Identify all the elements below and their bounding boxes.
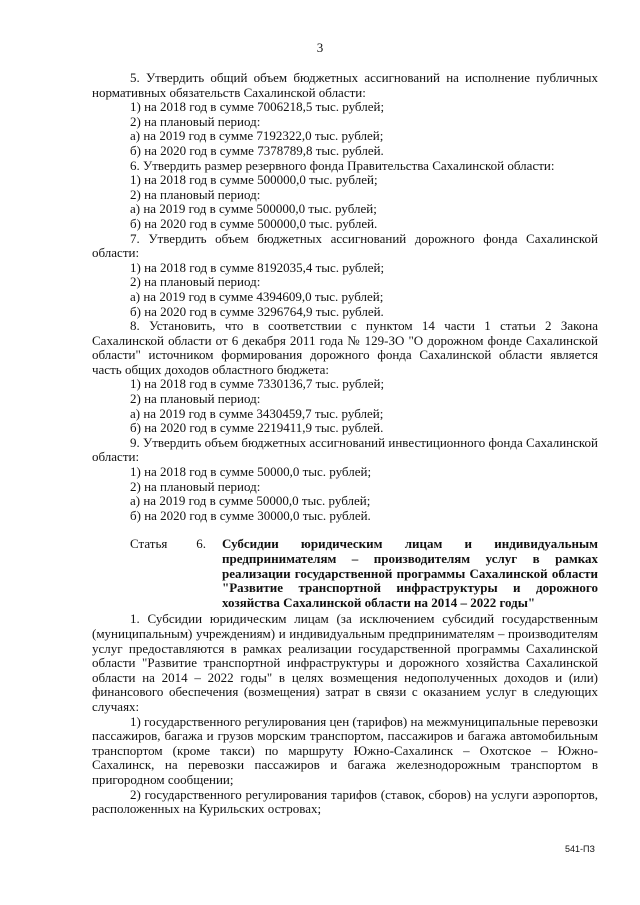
- item-5-line-4: б) на 2020 год в сумме 7378789,8 тыс. рублей.: [130, 142, 384, 158]
- item-9-line-1: 1) на 2018 год в сумме 50000,0 тыс. рублей;: [130, 464, 372, 480]
- item-9-intro: 9. Утвердить объем бюджетных ассигнований инвестиционного фонда Сахалинской области:: [92, 434, 598, 465]
- article-6-title: Субсидии юридическим лицам и индивидуальным предпринимателям – производителям услуг в рамках реализации государственной программы Сахалинской области "Развитие транспортной инфраструктуры и дорожного хозяйства Сахалинской области на 2014 – 2022 годы": [222, 536, 598, 610]
- item-9-line-3: а) на 2019 год в сумме 50000,0 тыс. рублей;: [130, 493, 371, 509]
- item-8-line-1: 1) на 2018 год в сумме 7330136,7 тыс. рублей;: [130, 376, 385, 392]
- article-6-paragraph-3: 2) государственного регулирования тарифов (ставок, сборов) на услуги аэропортов, расположенных на Курильских островах;: [92, 786, 598, 817]
- article-6-paragraph-2: 1) государственного регулирования цен (тарифов) на межмуниципальные перевозки пассажиров, багажа и грузов морским транспортом, пассажиров и багажа автомобильным транспортом (кроме такси) по маршруту Южно-Сахалинск – Охотское – Южно-Сахалинск, на перевозки пассажиров и багажа железнодорожным транспортом в пригородном сообщении;: [92, 713, 598, 787]
- article-6-paragraph-1: 1. Субсидии юридическим лицам (за исключением субсидий государственным (муниципальным) учреждениям) и индивидуальным предпринимателям – производителям услуг предоставляются в рамках реализации государственной программы Сахалинской области "Развитие транспортной инфраструктуры и дорожного хозяйства Сахалинской области на 2014 – 2022 годы" в целях возмещения недополученных доходов и (или) финансового обеспечения (возмещения) затрат в связи с оказанием услуг в следующих случаях:: [92, 611, 598, 714]
- item-5-line-3: а) на 2019 год в сумме 7192322,0 тыс. рублей;: [130, 128, 384, 144]
- document-body: [92, 71, 598, 817]
- item-8-line-2: 2) на плановый период:: [130, 391, 261, 407]
- item-5-line-2: 2) на плановый период:: [130, 113, 261, 129]
- item-6-line-3: а) на 2019 год в сумме 500000,0 тыс. рублей;: [130, 201, 377, 217]
- item-7-line-2: 2) на плановый период:: [130, 274, 261, 290]
- item-9-line-4: б) на 2020 год в сумме 30000,0 тыс. рублей.: [130, 507, 371, 523]
- item-5-intro: 5. Утвердить общий объем бюджетных ассигнований на исполнение публичных нормативных обязательств Сахалинской области:: [92, 70, 598, 100]
- article-6-heading: [92, 537, 598, 610]
- article-6-label: [92, 537, 222, 610]
- item-7-line-3: а) на 2019 год в сумме 4394609,0 тыс. рублей;: [130, 288, 384, 304]
- item-8-intro: 8. Установить, что в соответствии с пунктом 14 части 1 статьи 2 Закона Сахалинской области от 6 декабря 2011 года № 129-ЗО "О дорожном фонде Сахалинской области" источником формирования дорожного фонда Сахалинской области является часть общих доходов областного бюджета:: [92, 318, 598, 377]
- item-6-intro: 6. Утвердить размер резервного фонда Правительства Сахалинской области:: [130, 157, 555, 173]
- document-code: 541-ПЗ: [565, 844, 595, 854]
- item-7-line-1: 1) на 2018 год в сумме 8192035,4 тыс. рублей;: [130, 259, 385, 275]
- article-word: Статья: [130, 536, 168, 552]
- item-6-line-2: 2) на плановый период:: [130, 186, 261, 202]
- article-number: 6.: [196, 536, 206, 552]
- item-7-line-4: б) на 2020 год в сумме 3296764,9 тыс. рублей.: [130, 303, 384, 319]
- item-6-line-1: 1) на 2018 год в сумме 500000,0 тыс. рублей;: [130, 172, 378, 188]
- item-5-line-1: 1) на 2018 год в сумме 7006218,5 тыс. рублей;: [130, 99, 385, 115]
- item-7-intro: 7. Утвердить объем бюджетных ассигнований дорожного фонда Сахалинской области:: [92, 230, 598, 261]
- item-9-line-2: 2) на плановый период:: [130, 478, 261, 494]
- item-8-line-3: а) на 2019 год в сумме 3430459,7 тыс. рублей;: [130, 405, 384, 421]
- item-8-line-4: б) на 2020 год в сумме 2219411,9 тыс. рублей.: [130, 420, 384, 436]
- item-6-line-4: б) на 2020 год в сумме 500000,0 тыс. рублей.: [130, 215, 378, 231]
- page-number: 3: [316, 40, 324, 55]
